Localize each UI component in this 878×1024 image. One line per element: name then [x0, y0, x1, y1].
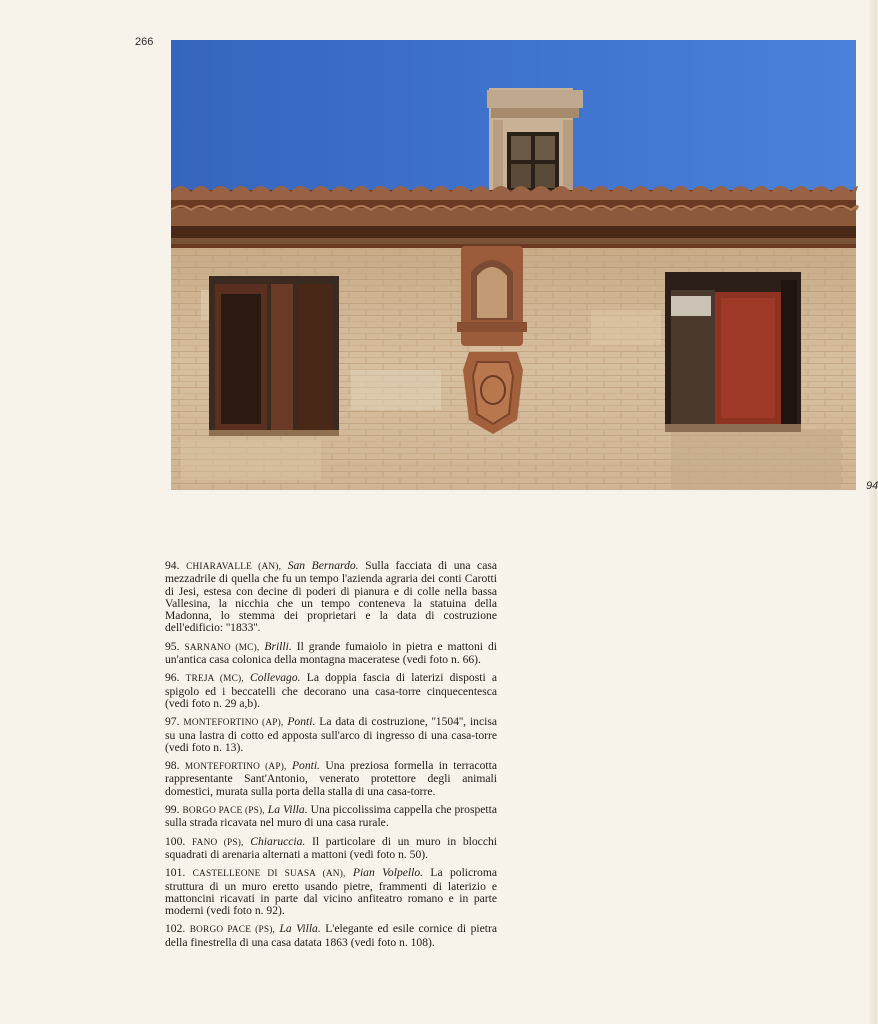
caption-item: 96. TREJA (MC), Collevago. La doppia fascia di laterizi disposti a spigolo ed i beccatelli che decorano una casa-torre cinquecentesca (vedi foto n. 29 a,b).: [165, 671, 497, 710]
caption-item: 101. CASTELLEONE DI SUASA (AN), Pian Volpello. La policroma struttura di un muro eretto usando pietre, frammenti di laterizio e mattoncini ricavati in parte dal vicino anfiteatro romano e in parte moderni (vedi foto n. 92).: [165, 866, 497, 918]
caption-item: 99. BORGO PACE (PS), La Villa. Una piccolissima cappella che prospetta sulla strada ricavata nel muro di una casa rurale.: [165, 803, 497, 830]
right-window: [665, 272, 801, 432]
page-number: 266: [135, 36, 154, 48]
caption-item: 97. MONTEFORTINO (AP), Ponti. La data di costruzione, ''1504'', incisa su una lastra di cotto ed apposta sull'arco di ingresso di una casa-torre (vedi foto n. 13).: [165, 715, 497, 754]
caption-item: 98. MONTEFORTINO (AP), Ponti. Una preziosa formella in terracotta rappresentante Sant'Antonio, venerato protettore degli animali domestici, murata sulla porta della stalla di una casa-torre.: [165, 759, 497, 798]
caption-item: 95. SARNANO (MC), Brilli. Il grande fumaiolo in pietra e mattoni di un'antica casa colonica della montagna maceratese (vedi foto n. 66).: [165, 639, 497, 667]
side-page-number: 94: [866, 480, 878, 492]
captions-block: [165, 560, 497, 955]
caption-item: 100. FANO (PS), Chiaruccia. Il particolare di un muro in blocchi squadrati di arenaria alternati a mattoni (vedi foto n. 50).: [165, 834, 497, 861]
tiled-roof: [171, 186, 858, 248]
caption-item: 102. BORGO PACE (PS), La Villa. L'elegante ed esile cornice di pietra della finestrella di una casa datata 1863 (vedi foto n. 108).: [165, 922, 497, 949]
chimney: [487, 88, 583, 198]
coat-of-arms: [463, 352, 523, 434]
left-window: [209, 276, 339, 436]
facade-photo: [171, 40, 856, 490]
madonna-niche: [457, 246, 527, 346]
page-edge: [869, 0, 877, 1024]
caption-item: 94. CHIARAVALLE (AN), San Bernardo. Sulla facciata di una casa mezzadrile di quella che fu un tempo l'azienda agraria dei conti Carotti di Jesi, estesa con decine di poderi di pianura e di colle nella bassa Vallesina, la nicchia che un tempo conteneva la statuina della Madonna, lo stemma dei proprietari e la data di costruzione dell'edificio: ''1833''.: [165, 559, 498, 635]
